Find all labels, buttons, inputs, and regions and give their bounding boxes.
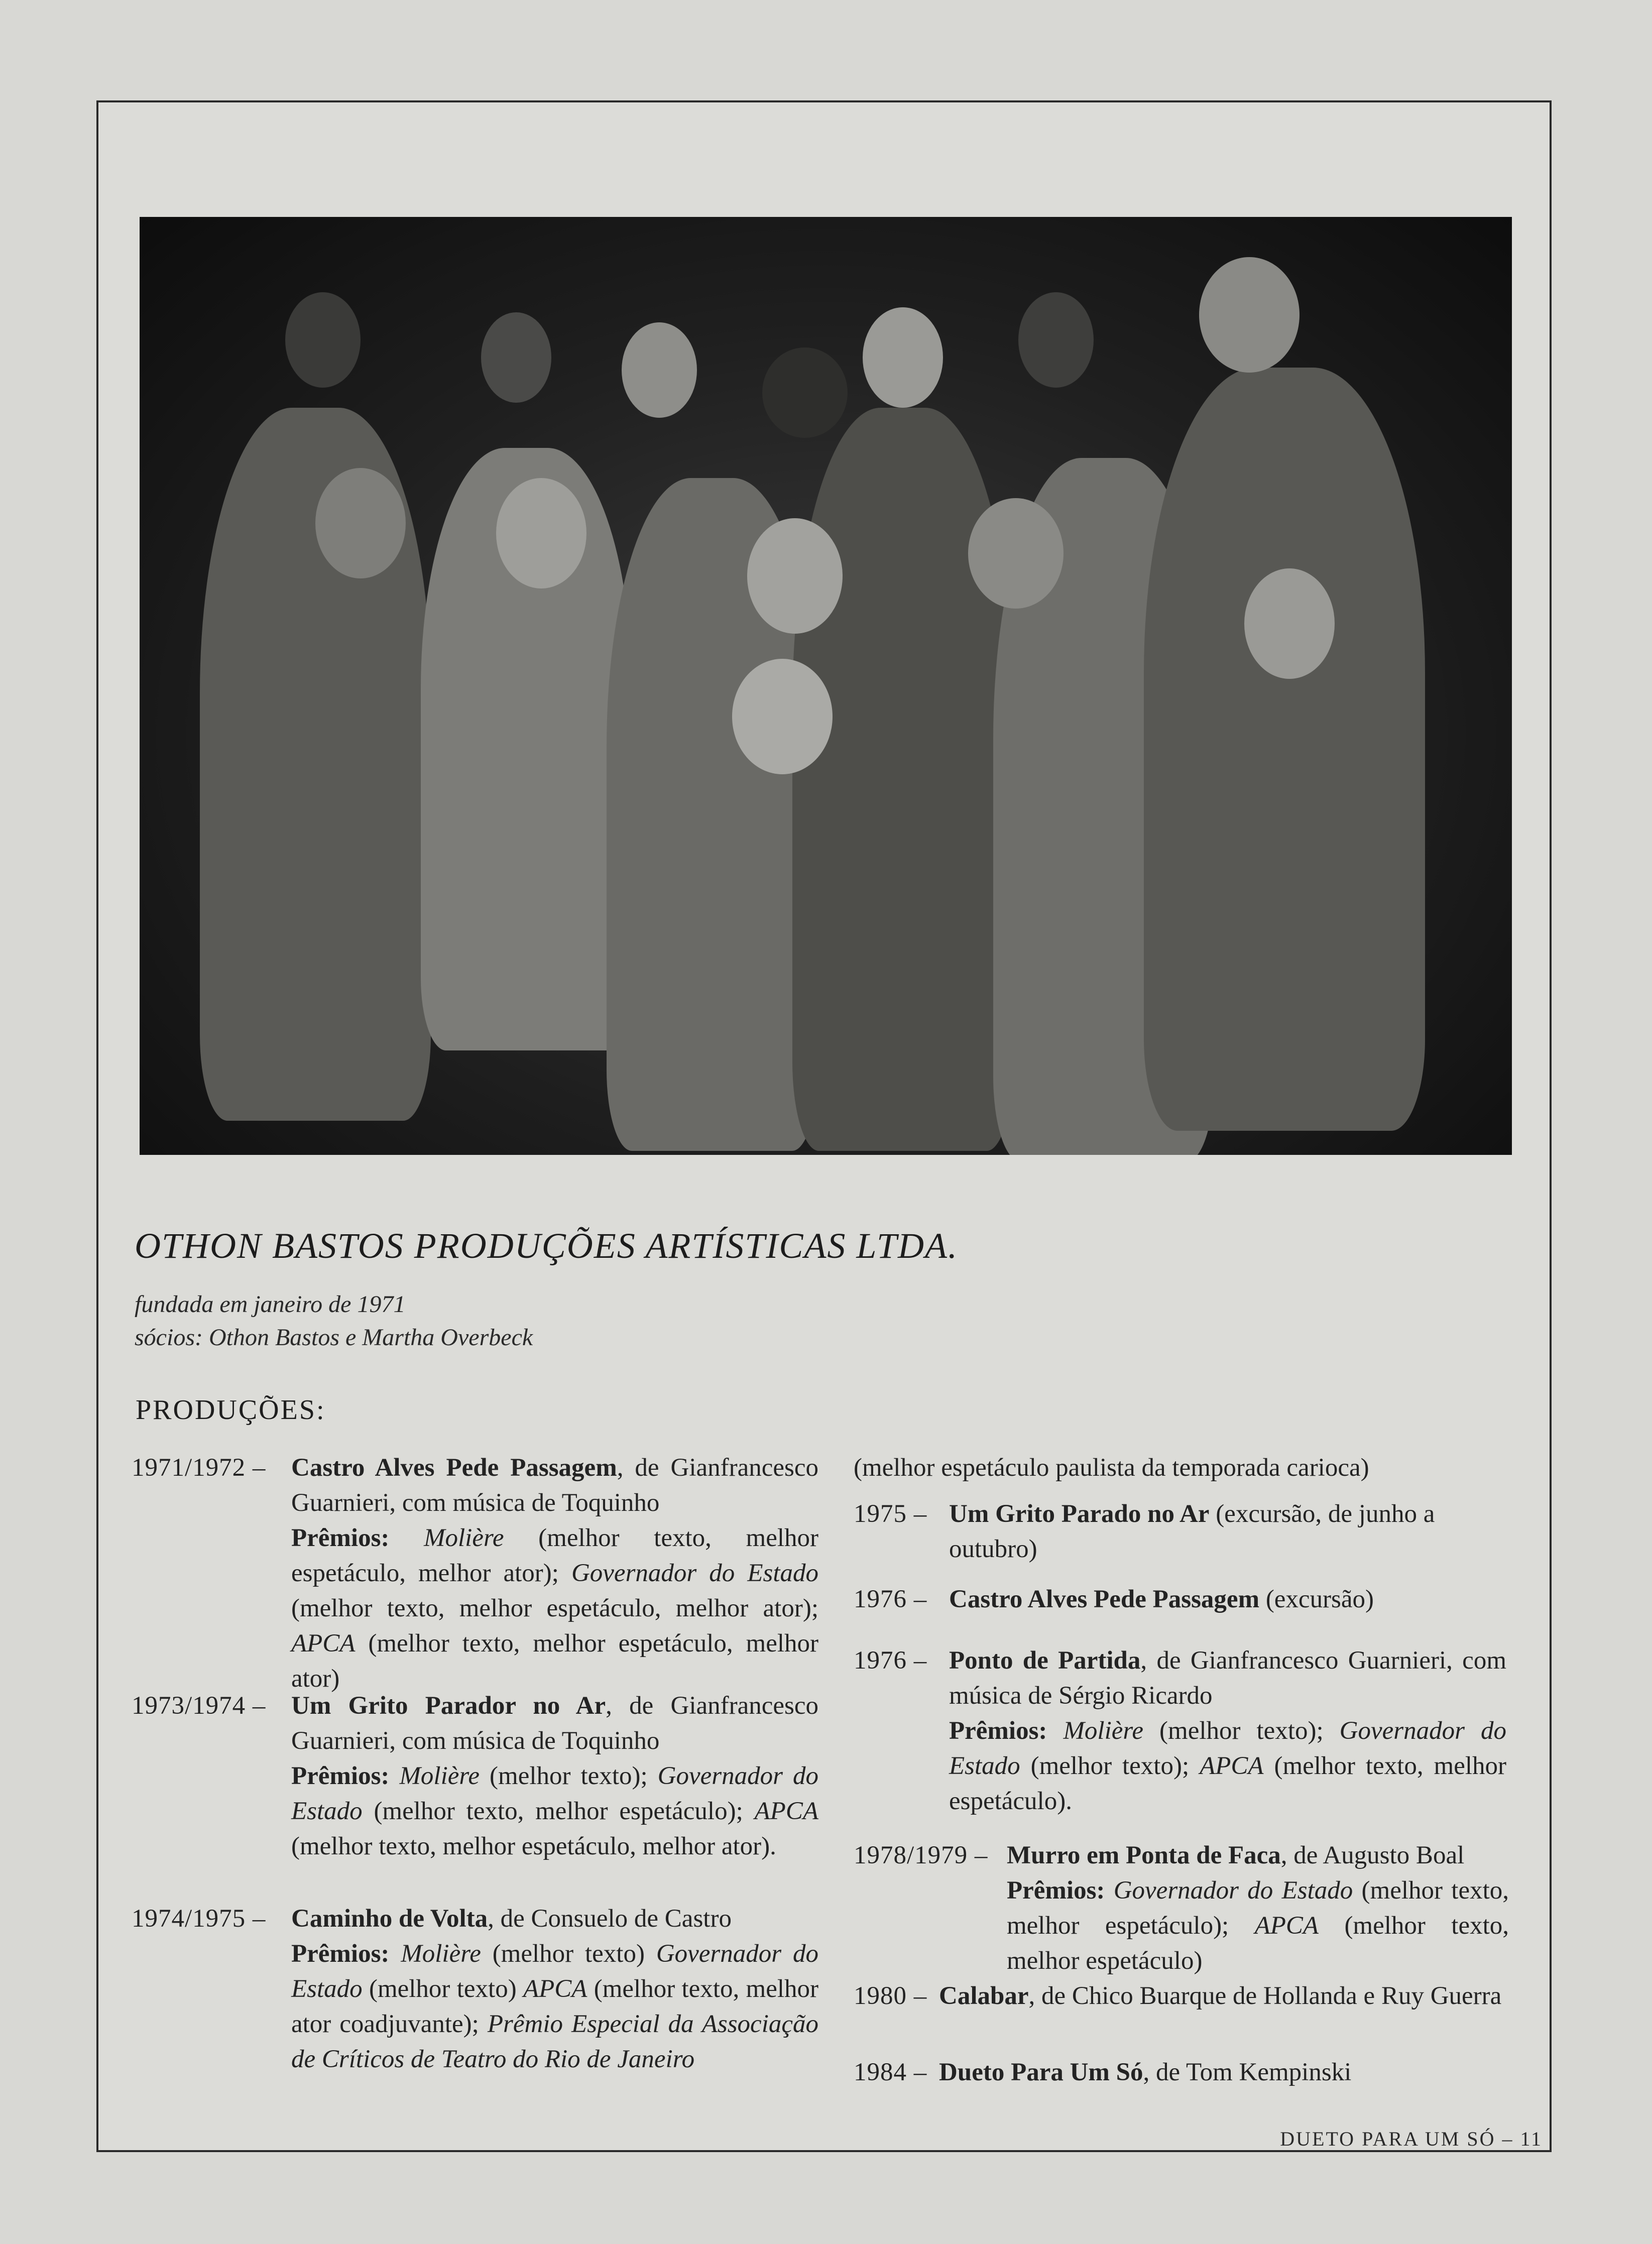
award-detail: (melhor texto, melhor espetáculo).	[949, 1752, 1506, 1815]
production-year: 1973/1974 –	[132, 1692, 266, 1720]
award-detail: (melhor texto, melhor espetáculo)	[1007, 1912, 1509, 1975]
production-detail: , de Consuelo de Castro	[488, 1905, 732, 1933]
award-detail: (melhor texto, melhor espetáculo, melhor ator);	[291, 1594, 818, 1622]
award-name: APCA	[1254, 1912, 1319, 1940]
production-year: 1978/1979 –	[854, 1841, 988, 1869]
award-detail: (melhor texto);	[1020, 1752, 1200, 1780]
production-year: 1980 –	[854, 1982, 927, 2010]
award-name: APCA	[1200, 1752, 1264, 1780]
production-year: 1975 –	[854, 1500, 927, 1528]
award-detail: (melhor texto);	[1143, 1717, 1340, 1745]
production-detail: (excursão)	[1259, 1585, 1374, 1613]
premios-label: Prêmios:	[291, 1940, 390, 1968]
award-name: Molière	[399, 1762, 480, 1790]
production-detail: , de Gianfrancesco Guarnieri, com música de Toquinho	[291, 1692, 818, 1755]
special-award: Prêmio Especial da Associação de Críticos de Teatro do Rio de Janeiro	[291, 2010, 819, 2073]
award-detail: (melhor texto)	[481, 1940, 656, 1968]
award-detail: (melhor texto, melhor espetáculo);	[1007, 1876, 1509, 1940]
premios-label: Prêmios:	[291, 1524, 390, 1552]
continuation-line	[854, 1450, 1506, 1485]
award-name: Governador do Estado	[291, 1940, 818, 2003]
production-title: Caminho de Volta	[291, 1905, 488, 1933]
award-name: Molière	[401, 1940, 481, 1968]
award-detail: (melhor texto, melhor espetáculo, melhor ator)	[291, 1629, 818, 1693]
continuation-text: (melhor espetáculo paulista da temporada carioca)	[854, 1454, 1369, 1482]
production-title: Ponto de Partida	[949, 1646, 1141, 1675]
production-title: Calabar	[939, 1982, 1029, 2010]
production-detail: , de Gianfrancesco Guarnieri, com música de Toquinho	[291, 1454, 818, 1517]
premios-label: Prêmios:	[291, 1762, 390, 1790]
production-title: Dueto Para Um Só	[939, 2058, 1143, 2086]
group-photo	[140, 217, 1512, 1155]
award-name: Governador do Estado	[571, 1559, 818, 1587]
award-detail: (melhor texto, melhor ator coadjuvante);	[291, 1975, 818, 2038]
production-year: 1984 –	[854, 2058, 927, 2086]
production-detail: , de Chico Buarque de Hollanda e Ruy Guerra	[1028, 1982, 1502, 2010]
company-name: OTHON BASTOS PRODUÇÕES ARTÍSTICAS LTDA.	[135, 1226, 959, 1266]
production-detail: , de Gianfrancesco Guarnieri, com música de Sérgio Ricardo	[949, 1646, 1506, 1710]
award-name: APCA	[754, 1797, 818, 1825]
page-footer: DUETO PARA UM SÓ – 11	[1280, 2128, 1543, 2150]
production-title: Um Grito Parado no Ar	[949, 1500, 1210, 1528]
award-detail: (melhor texto)	[362, 1975, 523, 2003]
award-name: Molière	[424, 1524, 504, 1552]
production-title: Murro em Ponta de Faca	[1007, 1841, 1281, 1869]
production-title: Um Grito Parador no Ar	[291, 1692, 606, 1720]
production-year: 1976 –	[854, 1585, 927, 1613]
founded-line: fundada em janeiro de 1971	[135, 1291, 406, 1318]
award-detail: (melhor texto);	[480, 1762, 658, 1790]
award-name: Governador do Estado	[291, 1762, 818, 1825]
premios-label: Prêmios:	[1007, 1876, 1105, 1905]
award-detail: (melhor texto, melhor espetáculo, melhor ator);	[291, 1524, 818, 1587]
award-detail: (melhor texto, melhor espetáculo, melhor ator).	[291, 1832, 776, 1860]
production-detail: , de Augusto Boal	[1280, 1841, 1465, 1869]
production-year: 1974/1975 –	[132, 1905, 266, 1933]
production-year: 1976 –	[854, 1646, 927, 1675]
production-year: 1971/1972 –	[132, 1454, 266, 1482]
award-name: Governador do Estado	[949, 1717, 1506, 1780]
award-name: APCA	[523, 1975, 587, 2003]
award-name: APCA	[291, 1629, 356, 1658]
award-name: Governador do Estado	[1113, 1876, 1353, 1905]
production-detail: , de Tom Kempinski	[1143, 2058, 1352, 2086]
production-detail: (excursão, de junho a outubro)	[949, 1500, 1435, 1563]
award-detail: (melhor texto, melhor espetáculo);	[362, 1797, 755, 1825]
partners-line: sócios: Othon Bastos e Martha Overbeck	[135, 1324, 533, 1351]
production-title: Castro Alves Pede Passagem	[949, 1585, 1260, 1613]
award-name: Molière	[1063, 1717, 1144, 1745]
productions-heading: PRODUÇÕES:	[136, 1394, 326, 1426]
production-title: Castro Alves Pede Passagem	[291, 1454, 617, 1482]
premios-label: Prêmios:	[949, 1717, 1047, 1745]
